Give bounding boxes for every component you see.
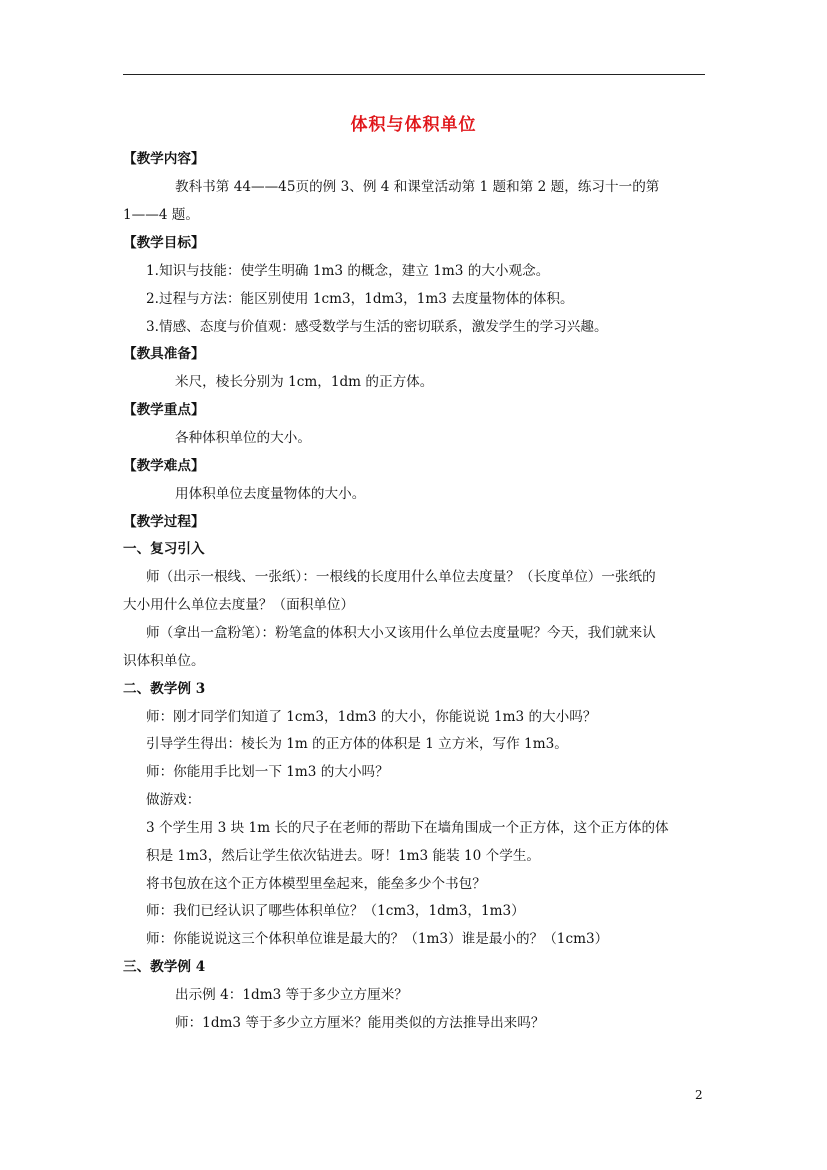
paragraph-line: 大小用什么单位去度量？（面积单位） xyxy=(123,597,355,613)
paragraph-line: 各种体积单位的大小。 xyxy=(175,430,311,446)
section-heading: 一、复习引入 xyxy=(123,541,205,557)
paragraph-line: 3 个学生用 3 块 1m 长的尺子在老师的帮助下在墙角围成一个正方体，这个正方体的体 xyxy=(146,820,669,836)
heading-goals: 【教学目标】 xyxy=(123,235,205,251)
paragraph-line: 积是 1m3，然后让学生依次钻进去。呀！1m3 能装 10 个学生。 xyxy=(146,848,541,864)
paragraph-line: 用体积单位去度量物体的大小。 xyxy=(175,486,366,502)
paragraph-line: 识体积单位。 xyxy=(123,653,205,669)
heading-content: 【教学内容】 xyxy=(123,151,205,167)
section-heading: 三、教学例 4 xyxy=(123,959,206,975)
paragraph-line: 教科书第 44——45页的例 3、例 4 和课堂活动第 1 题和第 2 题，练习十一的第 xyxy=(175,179,660,195)
page-number: 2 xyxy=(695,1088,703,1102)
paragraph-line: 米尺，棱长分别为 1cm，1dm 的正方体。 xyxy=(175,374,434,390)
section-heading: 二、教学例 3 xyxy=(123,681,206,697)
paragraph-line: 师：刚才同学们知道了 1cm3，1dm3 的大小，你能说说 1m3 的大小吗？ xyxy=(146,709,597,725)
paragraph-line: 师（出示一根线、一张纸）：一根线的长度用什么单位去度量？（长度单位）一张纸的 xyxy=(146,569,656,585)
paragraph-line: 1——4 题。 xyxy=(123,207,199,223)
paragraph-line: 出示例 4：1dm3 等于多少立方厘米？ xyxy=(175,987,408,1003)
paragraph-line: 将书包放在这个正方体模型里垒起来，能垒多少个书包？ xyxy=(146,876,486,892)
paragraph-line: 师（拿出一盒粉笔）：粉笔盒的体积大小又该用什么单位去度量呢？今天，我们就来认 xyxy=(146,625,656,641)
paragraph-line: 引导学生得出：棱长为 1m 的正方体的体积是 1 立方米，写作 1m3。 xyxy=(146,736,568,752)
paragraph-line: 1.知识与技能：使学生明确 1m3 的概念，建立 1m3 的大小观念。 xyxy=(146,263,550,279)
paragraph-line: 师：你能说说这三个体积单位谁是最大的？（1m3）谁是最小的？（1cm3） xyxy=(146,931,609,947)
page-title: 体积与体积单位 xyxy=(350,115,477,135)
paragraph-line: 师：你能用手比划一下 1m3 的大小吗？ xyxy=(146,764,389,780)
paragraph-line: 2.过程与方法：能区别使用 1cm3，1dm3，1m3 去度量物体的体积。 xyxy=(146,291,574,307)
paragraph-line: 师：我们已经认识了哪些体积单位？（1cm3，1dm3，1m3） xyxy=(146,903,525,919)
heading-difficulty: 【教学难点】 xyxy=(123,458,205,474)
heading-process: 【教学过程】 xyxy=(123,514,205,530)
heading-materials: 【教具准备】 xyxy=(123,346,205,362)
paragraph-line: 3.情感、态度与价值观：感受数学与生活的密切联系，激发学生的学习兴趣。 xyxy=(146,319,608,335)
paragraph-line: 做游戏： xyxy=(146,792,201,808)
paragraph-line: 师：1dm3 等于多少立方厘米？能用类似的方法推导出来吗？ xyxy=(175,1015,545,1031)
heading-focus: 【教学重点】 xyxy=(123,402,205,418)
header-rule xyxy=(123,74,705,75)
